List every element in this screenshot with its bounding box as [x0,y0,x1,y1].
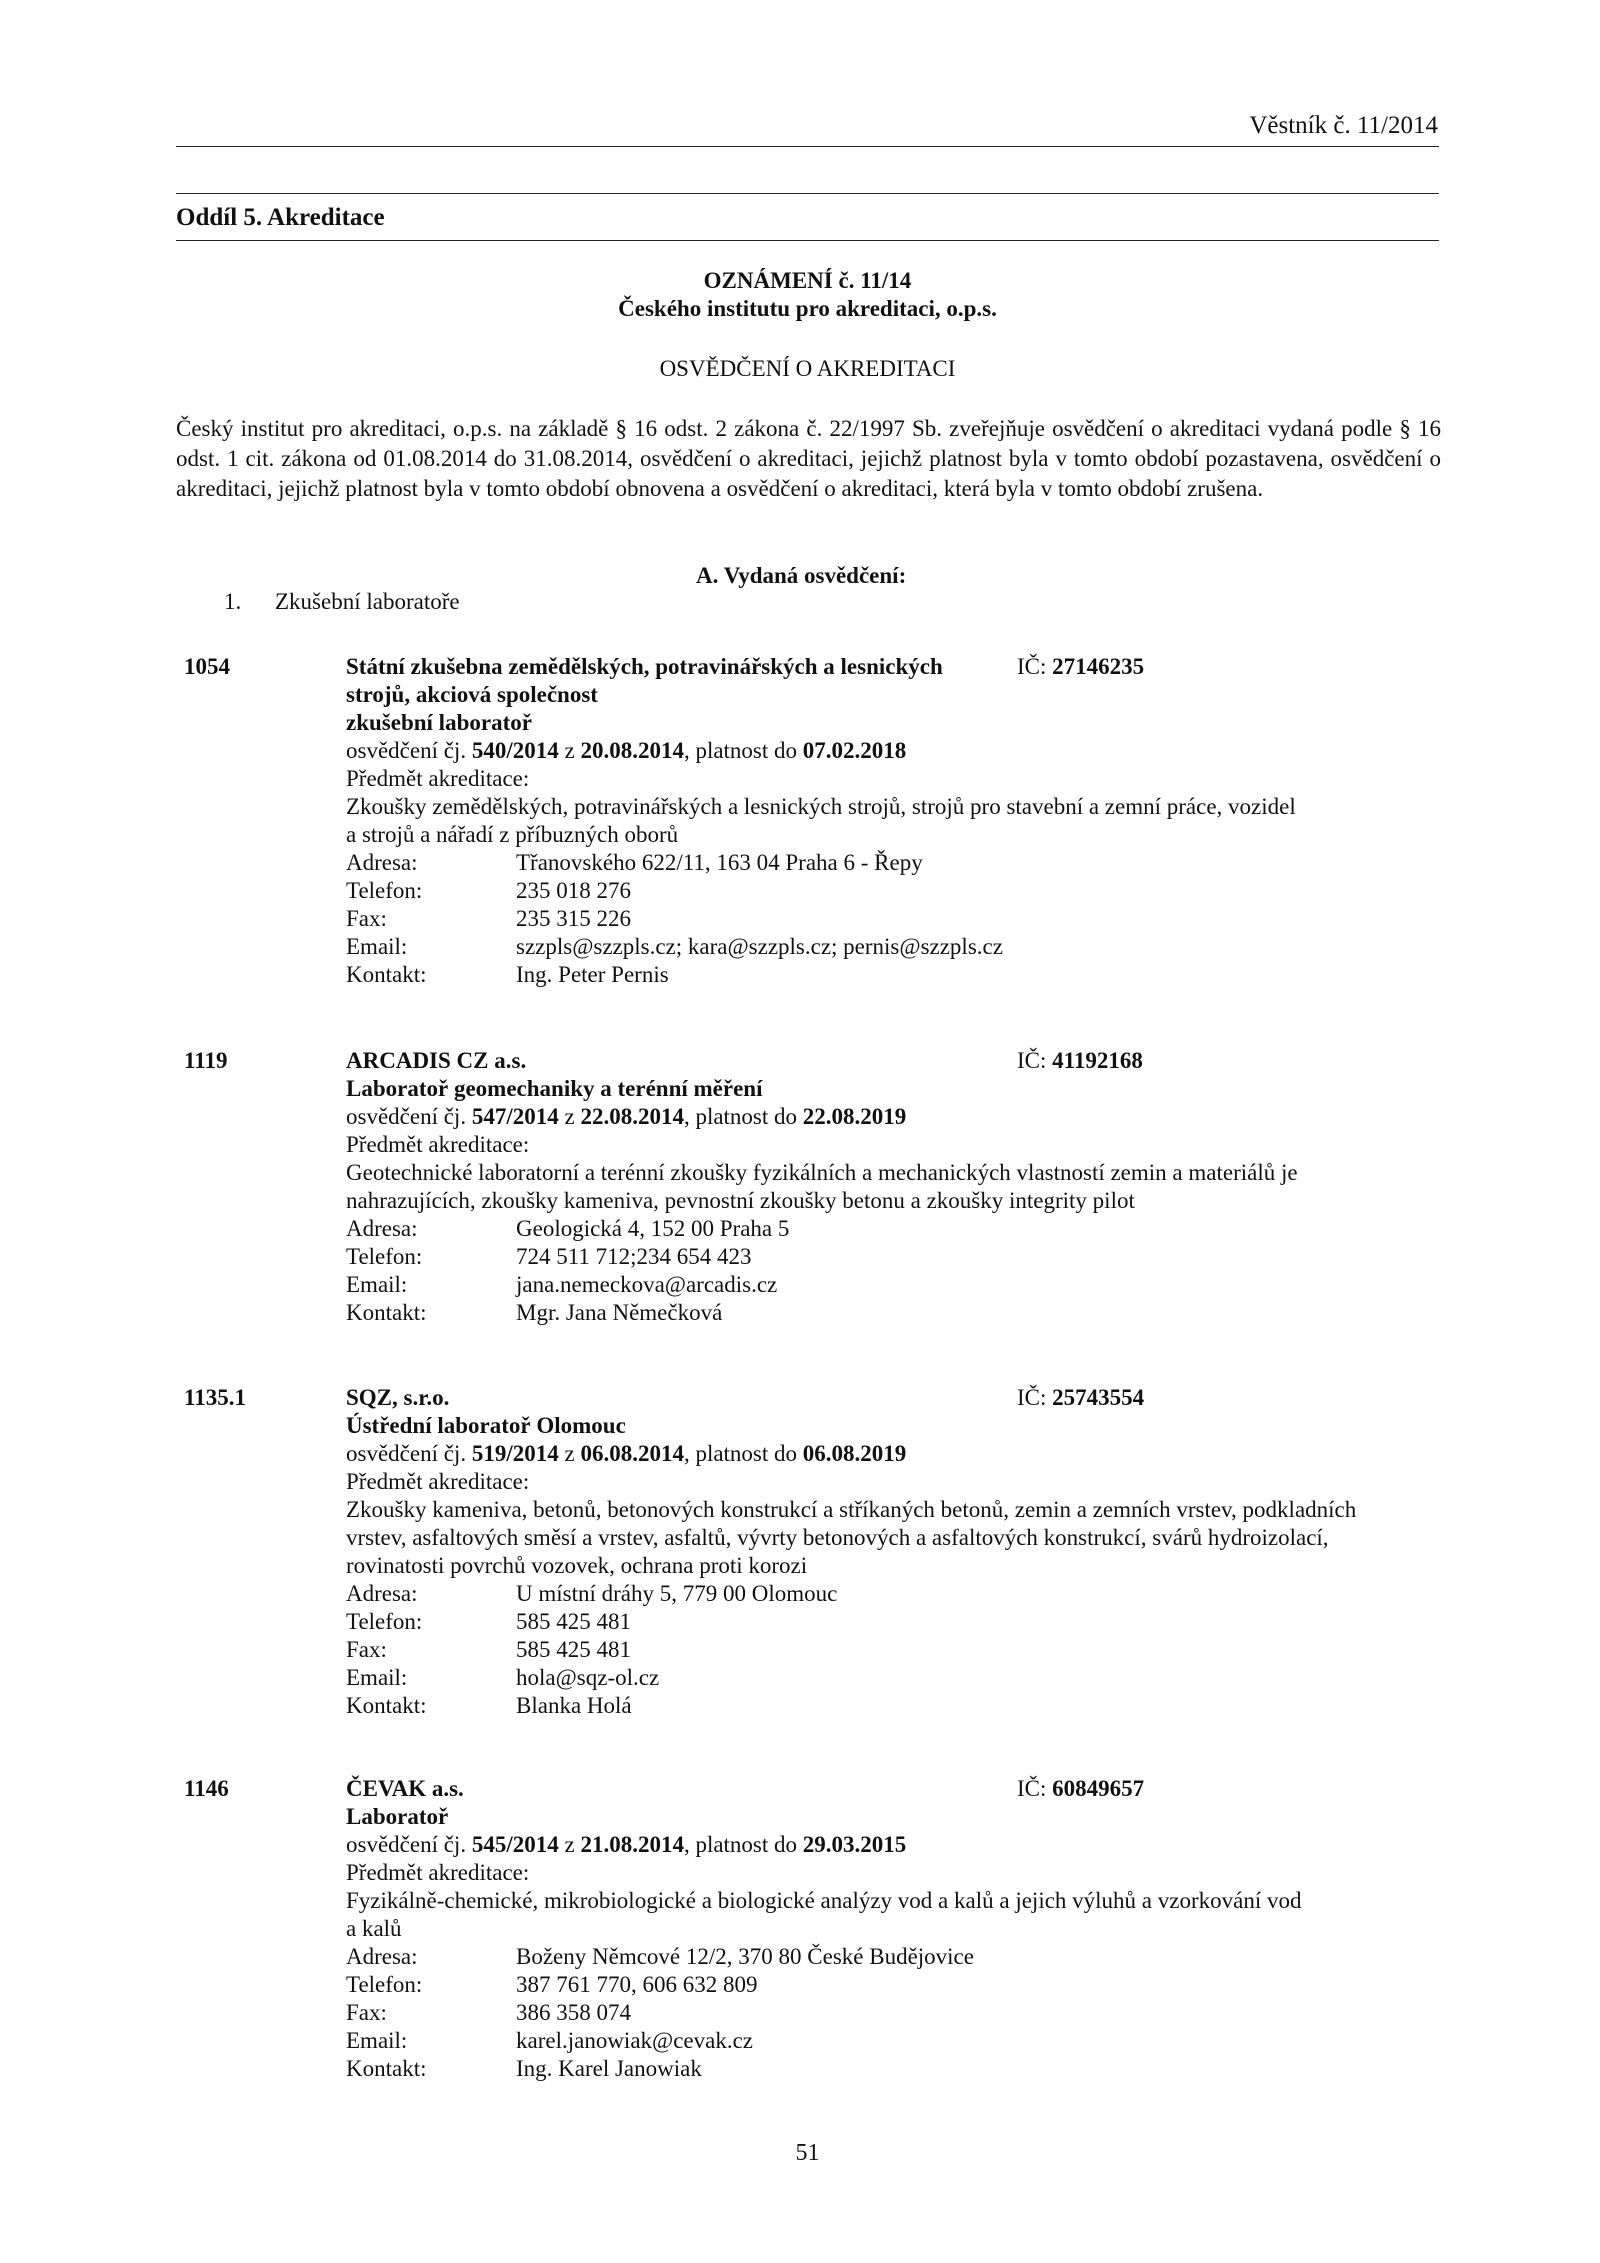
fax-value: 386 358 074 [516,2000,631,2025]
email-value: jana.nemeckova@arcadis.cz [516,1272,778,1297]
entry-number: 1146 [184,1776,229,1801]
notice-subtitle: OSVĚDČENÍ O AKREDITACI [659,356,956,381]
header-rule [176,146,1439,147]
subject-text: Zkoušky kameniva, betonů, betonových konstrukcí a stříkaných betonů, zemin a zemních vrstev, podkladních [346,1497,1357,1522]
email-value: szzpls@szzpls.cz; kara@szzpls.cz; pernis@szzpls.cz [516,934,1003,959]
page-number: 51 [795,2140,820,2166]
phone-value: 235 018 276 [516,878,631,903]
fax-label: Fax: [346,1637,387,1662]
notice-issuer: Českého institutu pro akreditaci, o.p.s. [618,296,997,321]
contact-value: Blanka Holá [516,1693,632,1718]
certificate-line: osvědčení čj. 519/2014 z 06.08.2014, platnost do 06.08.2019 [346,1441,907,1466]
notice-intro: Český institut pro akreditaci, o.p.s. na základě § 16 odst. 2 zákona č. 22/1997 Sb. zveřejňuje osvědčení o akreditaci vydaná podle § 16 odst. 1 cit. zákona od 01.08.2014 do 31.08.2014, osvědčení o akreditaci, jejichž platnost byla v tomto období pozastavena, osvědčení o akreditaci, jejichž platnost byla v tomto období obnovena a osvědčení o akreditaci, která byla v tomto období zrušena. [176,416,1441,501]
address-value: Třanovského 622/11, 163 04 Praha 6 - Řepy [516,850,923,875]
category-number: 1. [224,589,242,614]
contact-label: Kontakt: [346,1300,427,1325]
lab-unit: Laboratoř geomechaniky a terénní měření [346,1076,763,1101]
phone-label: Telefon: [346,878,423,903]
address-value: Boženy Němcové 12/2, 370 80 České Budějovice [516,1944,974,1969]
company-id: IČ: 41192168 [1017,1048,1143,1073]
email-value: karel.janowiak@cevak.cz [516,2028,753,2053]
organization-name: Státní zkušebna zemědělských, potravinářských a lesnických [346,654,943,679]
organization-name: SQZ, s.r.o. [346,1385,450,1410]
subject-text: vrstev, asfaltových směsí a vrstev, asfaltů, vývrty betonových a asfaltových konstrukcí, svárů hydroizolací, [346,1525,1329,1550]
subject-text: rovinatosti povrchů vozovek, ochrana proti korozi [346,1553,808,1578]
subject-text: Zkoušky zemědělských, potravinářských a lesnických strojů, strojů pro stavební a zemní práce, vozidel [346,794,1296,819]
phone-value: 387 761 770, 606 632 809 [516,1972,758,1997]
subject-text: Fyzikálně-chemické, mikrobiologické a biologické analýzy vod a kalů a jejich výluhů a vzorkování vod [346,1888,1302,1913]
phone-label: Telefon: [346,1609,423,1634]
category-name: Zkušební laboratoře [275,589,460,614]
address-label: Adresa: [346,1581,418,1606]
section-rule-bottom [176,240,1439,241]
organization-name-cont: strojů, akciová společnost [346,682,598,707]
contact-label: Kontakt: [346,962,427,987]
contact-value: Ing. Peter Pernis [516,962,669,987]
lab-unit: zkušební laboratoř [346,710,532,735]
organization-name: ARCADIS CZ a.s. [346,1048,527,1073]
fax-label: Fax: [346,906,387,931]
phone-label: Telefon: [346,1244,423,1269]
fax-value: 585 425 481 [516,1637,631,1662]
subject-text: a kalů [346,1916,402,1941]
contact-label: Kontakt: [346,2056,427,2081]
subject-text: nahrazujících, zkoušky kameniva, pevnostní zkoušky betonu a zkoušky integrity pilot [346,1188,1135,1213]
fax-value: 235 315 226 [516,906,631,931]
section-rule-top [176,193,1439,194]
email-label: Email: [346,2028,408,2053]
subject-label: Předmět akreditace: [346,1860,530,1885]
address-value: Geologická 4, 152 00 Praha 5 [516,1216,790,1241]
company-id: IČ: 25743554 [1017,1385,1145,1410]
contact-value: Ing. Karel Janowiak [516,2056,702,2081]
subject-label: Předmět akreditace: [346,766,530,791]
phone-value: 724 511 712;234 654 423 [516,1244,752,1269]
email-value: hola@sqz-ol.cz [516,1665,660,1690]
address-label: Adresa: [346,1216,418,1241]
subject-text: Geotechnické laboratorní a terénní zkoušky fyzikálních a mechanických vlastností zemin a materiálů je [346,1160,1298,1185]
journal-header: Věstník č. 11/2014 [1249,112,1438,139]
organization-name: ČEVAK a.s. [346,1776,464,1801]
subject-label: Předmět akreditace: [346,1469,530,1494]
lab-unit: Ústřední laboratoř Olomouc [346,1413,626,1438]
email-label: Email: [346,1272,408,1297]
phone-label: Telefon: [346,1972,423,1997]
address-label: Adresa: [346,1944,418,1969]
entry-number: 1054 [184,654,230,679]
phone-value: 585 425 481 [516,1609,631,1634]
email-label: Email: [346,1665,408,1690]
entry-number: 1119 [184,1048,228,1073]
section-title: Oddíl 5. Akreditace [176,204,385,231]
lab-unit: Laboratoř [346,1804,449,1829]
company-id: IČ: 27146235 [1017,654,1145,679]
subject-text: a strojů a nářadí z příbuzných oborů [346,822,679,847]
contact-value: Mgr. Jana Němečková [516,1300,723,1325]
certificate-line: osvědčení čj. 547/2014 z 22.08.2014, platnost do 22.08.2019 [346,1104,907,1129]
company-id: IČ: 60849657 [1017,1776,1145,1801]
entry-number: 1135.1 [184,1385,246,1410]
notice-title: OZNÁMENÍ č. 11/14 [703,268,912,293]
address-value: U místní dráhy 5, 779 00 Olomouc [516,1581,838,1606]
fax-label: Fax: [346,2000,387,2025]
contact-label: Kontakt: [346,1693,427,1718]
certificate-line: osvědčení čj. 540/2014 z 20.08.2014, platnost do 07.02.2018 [346,738,907,763]
email-label: Email: [346,934,408,959]
certificate-line: osvědčení čj. 545/2014 z 21.08.2014, platnost do 29.03.2015 [346,1832,907,1857]
address-label: Adresa: [346,850,418,875]
subject-label: Předmět akreditace: [346,1132,530,1157]
part-a-heading: A. Vydaná osvědčení: [696,563,907,588]
